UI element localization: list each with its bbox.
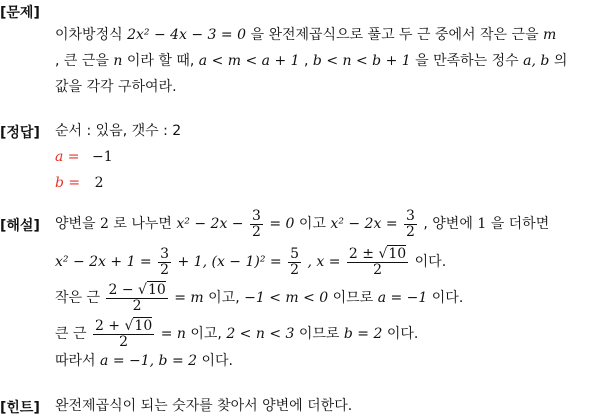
- fraction-denominator: 2: [251, 223, 261, 240]
- text: 이다.: [431, 290, 464, 306]
- equation: x² − 2x −: [176, 216, 244, 232]
- numerator-text: 2 ±: [348, 245, 374, 262]
- var-n: n: [113, 53, 123, 69]
- fraction-numerator: [347, 247, 408, 263]
- fraction-numerator: 3: [406, 207, 415, 224]
- separator: ,: [304, 53, 309, 69]
- fraction-denominator: 2: [290, 261, 300, 278]
- radicand: 10: [147, 281, 166, 298]
- problem-text: 을 완전제곱식으로 풀고 두 근 중에서 작은 근을: [250, 27, 539, 43]
- answer-b-label: b =: [55, 175, 81, 191]
- explanation-line-4: [55, 316, 418, 352]
- problem-text: , 큰 근을: [55, 53, 109, 69]
- equation: x² − 2x + 1 =: [55, 254, 152, 270]
- fraction: [250, 209, 263, 240]
- problem-text: 이차방정식: [55, 27, 123, 43]
- number: 1: [477, 216, 487, 232]
- answer-b-value: 2: [94, 175, 104, 191]
- text: 이다.: [414, 254, 447, 270]
- fraction-denominator: 2: [406, 223, 415, 240]
- equation: = 0: [269, 216, 295, 232]
- sqrt-symbol: √10: [138, 281, 166, 298]
- text: 이고: [298, 216, 326, 232]
- text: 이고,: [190, 326, 222, 342]
- text: , 양변에: [423, 216, 473, 232]
- answer-a-value: −1: [91, 149, 113, 165]
- fraction-denominator: 2: [119, 333, 129, 350]
- fraction: [347, 247, 408, 278]
- result: b = 2: [343, 326, 383, 342]
- fraction-numerator: [93, 319, 154, 335]
- answer-b: [55, 174, 104, 192]
- text: 을 더하면: [490, 216, 550, 232]
- number: 2: [100, 216, 109, 232]
- text: 이고,: [208, 290, 240, 306]
- hint-text: 완전제곱식이 되는 숫자를 찾아서 양변에 더한다.: [55, 398, 353, 414]
- fraction: [158, 247, 171, 278]
- inequality: 2 < n < 3: [226, 326, 295, 342]
- equation: = m: [174, 290, 204, 306]
- text: 따라서: [55, 353, 96, 369]
- fraction-denominator: 2: [132, 297, 142, 314]
- answer-order-count: 순서 : 있음, 갯수 : 2: [55, 123, 182, 139]
- explanation-line-5: [55, 352, 233, 370]
- equation: x² − 2x =: [330, 216, 398, 232]
- text: 로 나누면: [113, 216, 172, 232]
- explanation-line-2: [55, 244, 446, 280]
- fraction-numerator: 3: [160, 245, 170, 262]
- var-m: m: [543, 27, 557, 43]
- equation: , x =: [307, 254, 341, 270]
- answer-a-label: a =: [55, 149, 80, 165]
- problem-equation: 2x² − 4x − 3 = 0: [127, 27, 247, 43]
- fraction-numerator: [106, 283, 167, 299]
- problem-line-1: [55, 26, 556, 44]
- inequality: −1 < m < 0: [244, 290, 329, 306]
- text: 이므로: [332, 290, 374, 306]
- fraction-numerator: 5: [290, 245, 300, 262]
- text: 양변을: [55, 216, 96, 232]
- explanation-line-1: [55, 206, 549, 242]
- inequality-2: b < n < b + 1: [312, 53, 411, 69]
- radicand: 10: [388, 245, 407, 262]
- problem-line-3: 값을 각각 구하여라.: [55, 79, 177, 95]
- answer-label: [정답]: [0, 125, 40, 141]
- hint-label: [힌트]: [0, 400, 40, 416]
- equation: + 1, (x − 1)² =: [177, 254, 282, 270]
- vars-ab: a, b: [523, 53, 550, 69]
- fraction: [106, 283, 167, 314]
- sqrt-symbol: √10: [124, 317, 153, 334]
- sqrt-symbol: √10: [378, 245, 407, 262]
- problem-text: 의: [553, 53, 568, 69]
- text: 이다.: [201, 353, 233, 369]
- inequality-1: a < m < a + 1: [198, 53, 300, 69]
- text: 큰 근: [55, 326, 87, 342]
- answer-a: [55, 148, 113, 166]
- text: 이므로: [298, 326, 340, 342]
- problem-text: 을 만족하는 정수: [415, 53, 519, 69]
- text: 작은 근: [55, 290, 101, 306]
- radicand: 10: [134, 317, 153, 334]
- numerator-text: 2 −: [108, 281, 134, 298]
- explanation-line-3: [55, 280, 463, 316]
- fraction: [288, 247, 301, 278]
- result: a = −1, b = 2: [100, 353, 198, 369]
- problem-line-2: [55, 52, 567, 70]
- result: a = −1: [377, 290, 428, 306]
- problem-text: 이라 할 때,: [126, 53, 195, 69]
- fraction-denominator: 2: [373, 261, 383, 278]
- fraction-denominator: 2: [160, 261, 170, 278]
- fraction: [404, 209, 417, 240]
- equation: = n: [160, 326, 186, 342]
- problem-label: [문제]: [0, 5, 40, 21]
- text: 이다.: [386, 326, 419, 342]
- fraction: [93, 319, 154, 350]
- explanation-label: [해설]: [0, 218, 40, 234]
- fraction-numerator: 3: [251, 207, 261, 224]
- numerator-text: 2 +: [94, 317, 121, 334]
